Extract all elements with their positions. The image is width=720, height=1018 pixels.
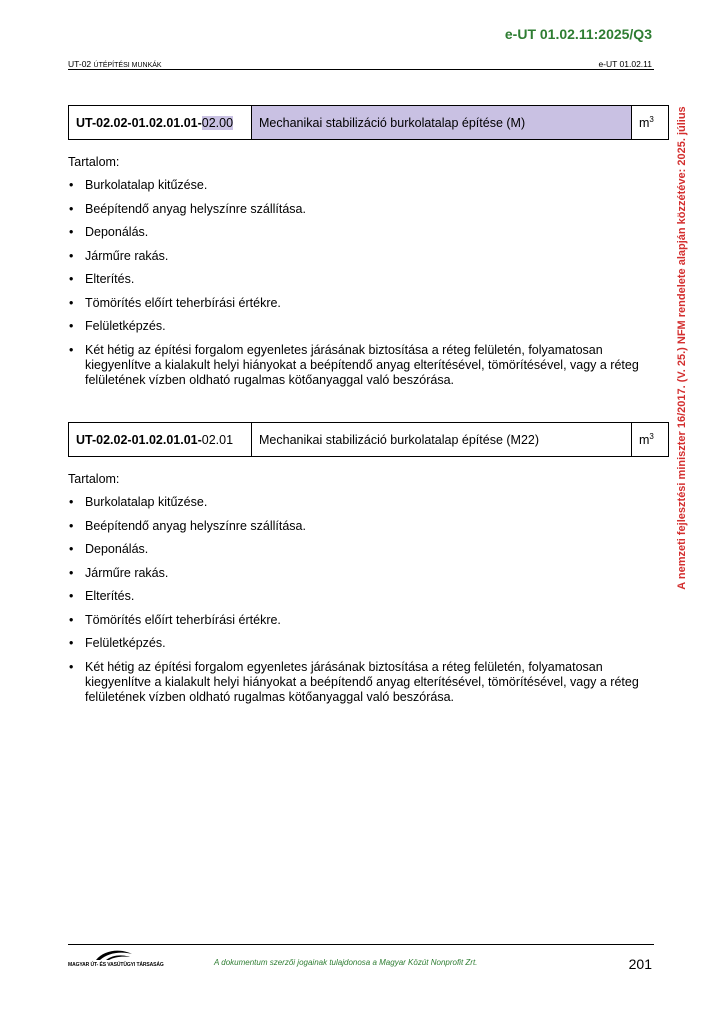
list-item-text: Deponálás. bbox=[85, 225, 149, 239]
list-item-text: Beépítendő anyag helyszínre szállítása. bbox=[85, 518, 306, 533]
bullet-icon: • bbox=[69, 495, 74, 509]
list-item-text: Járműre rakás. bbox=[85, 565, 169, 580]
item-header-row bbox=[69, 106, 669, 140]
item-content bbox=[68, 155, 648, 396]
list-item-text: Tömörítés előírt teherbírási értékre. bbox=[85, 612, 281, 627]
item-unit bbox=[632, 106, 669, 140]
item-name: Mechanikai stabilizáció burkolatalap építése (M22) bbox=[252, 423, 632, 457]
list-item bbox=[68, 178, 648, 193]
item-header-table bbox=[68, 105, 669, 140]
list-item-text: Két hétig az építési forgalom egyenletes járásának biztosítása a réteg felületén, folyamatosan kiegyenlítve a kialakult helyi hiányokat a beépítendő anyag elterítésével, tömörítésével, vagy a réteg felületének vízben oldható rugalmas kötőanyaggal való beszórása. bbox=[85, 659, 639, 704]
list-item bbox=[68, 519, 648, 534]
content-list bbox=[68, 178, 648, 388]
content-title: Tartalom: bbox=[68, 472, 120, 486]
item-code-suffix: 02.01 bbox=[201, 432, 234, 447]
copyright-notice: A dokumentum szerzői jogainak tulajdonosa a Magyar Közút Nonprofit Zrt. bbox=[214, 958, 478, 967]
association-logo bbox=[68, 948, 164, 972]
bullet-icon: • bbox=[69, 589, 74, 603]
bullet-icon: • bbox=[69, 342, 74, 357]
list-item bbox=[68, 225, 648, 240]
publication-side-note: A nemzeti fejlesztési miniszter 16/2017. (V. 25.) NFM rendelete alapján közzétéve: 2025. július bbox=[676, 106, 688, 590]
list-item bbox=[68, 613, 648, 628]
list-item-text: Burkolatalap kitűzése. bbox=[85, 178, 208, 192]
bullet-icon: • bbox=[69, 178, 74, 192]
list-item bbox=[68, 566, 648, 581]
unit-base: m bbox=[639, 433, 650, 448]
list-item bbox=[68, 202, 648, 217]
running-header-left bbox=[68, 59, 162, 69]
list-item bbox=[68, 636, 648, 651]
logo-text: MAGYAR ÚT- ÉS VASÚTÜGYI TÁRSASÁG bbox=[68, 962, 164, 968]
item-content bbox=[68, 472, 648, 713]
list-item bbox=[68, 660, 648, 705]
list-item bbox=[68, 542, 648, 557]
list-item-text: Beépítendő anyag helyszínre szállítása. bbox=[85, 201, 306, 216]
item-unit bbox=[632, 423, 669, 457]
header-divider bbox=[68, 69, 654, 70]
bullet-icon: • bbox=[69, 659, 74, 674]
content-title: Tartalom: bbox=[68, 155, 120, 169]
content-list bbox=[68, 495, 648, 705]
list-item-text: Elterítés. bbox=[85, 272, 135, 286]
list-item-text: Felületképzés. bbox=[85, 319, 166, 333]
bullet-icon: • bbox=[69, 225, 74, 239]
list-item-text: Burkolatalap kitűzése. bbox=[85, 495, 208, 509]
list-item-text: Deponálás. bbox=[85, 542, 149, 556]
unit-exponent: 3 bbox=[649, 431, 654, 441]
bullet-icon: • bbox=[69, 272, 74, 286]
item-code-main: UT-02.02-01.02.01.01- bbox=[76, 432, 202, 447]
header-prefix: UT-02 bbox=[68, 59, 94, 69]
page-number: 201 bbox=[628, 956, 652, 972]
list-item-text: Tömörítés előírt teherbírási értékre. bbox=[85, 295, 281, 310]
footer-divider bbox=[68, 944, 654, 945]
list-item-text: Elterítés. bbox=[85, 589, 135, 603]
item-header-table bbox=[68, 422, 669, 457]
bullet-icon: • bbox=[69, 636, 74, 650]
logo-swoosh-icon bbox=[94, 948, 134, 962]
unit-base: m bbox=[639, 116, 650, 131]
list-item-text: Két hétig az építési forgalom egyenletes járásának biztosítása a réteg felületén, folyamatosan kiegyenlítve a kialakult helyi hiányokat a beépítendő anyag elterítésével, tömörítésével, vagy a réteg felületének vízben oldható rugalmas kötőanyaggal való beszórása. bbox=[85, 342, 639, 387]
list-item bbox=[68, 343, 648, 388]
bullet-icon: • bbox=[69, 612, 74, 627]
bullet-icon: • bbox=[69, 565, 74, 580]
bullet-icon: • bbox=[69, 542, 74, 556]
header-section-title: ÚTÉPÍTÉSI MUNKÁK bbox=[93, 62, 162, 69]
bullet-icon: • bbox=[69, 319, 74, 333]
bullet-icon: • bbox=[69, 201, 74, 216]
list-item bbox=[68, 249, 648, 264]
item-code bbox=[69, 106, 252, 140]
running-header-right: e-UT 01.02.11 bbox=[598, 59, 652, 69]
item-code-main: UT-02.02-01.02.01.01- bbox=[76, 115, 202, 130]
bullet-icon: • bbox=[69, 295, 74, 310]
bullet-icon: • bbox=[69, 248, 74, 263]
item-code-suffix: 02.00 bbox=[201, 115, 234, 130]
list-item bbox=[68, 272, 648, 287]
unit-exponent: 3 bbox=[649, 114, 654, 124]
item-name: Mechanikai stabilizáció burkolatalap építése (M) bbox=[252, 106, 632, 140]
list-item bbox=[68, 296, 648, 311]
list-item bbox=[68, 319, 648, 334]
item-header-row bbox=[69, 423, 669, 457]
item-code bbox=[69, 423, 252, 457]
list-item-text: Felületképzés. bbox=[85, 636, 166, 650]
document-code: e-UT 01.02.11:2025/Q3 bbox=[504, 26, 652, 42]
list-item bbox=[68, 495, 648, 510]
bullet-icon: • bbox=[69, 518, 74, 533]
list-item bbox=[68, 589, 648, 604]
list-item-text: Járműre rakás. bbox=[85, 248, 169, 263]
